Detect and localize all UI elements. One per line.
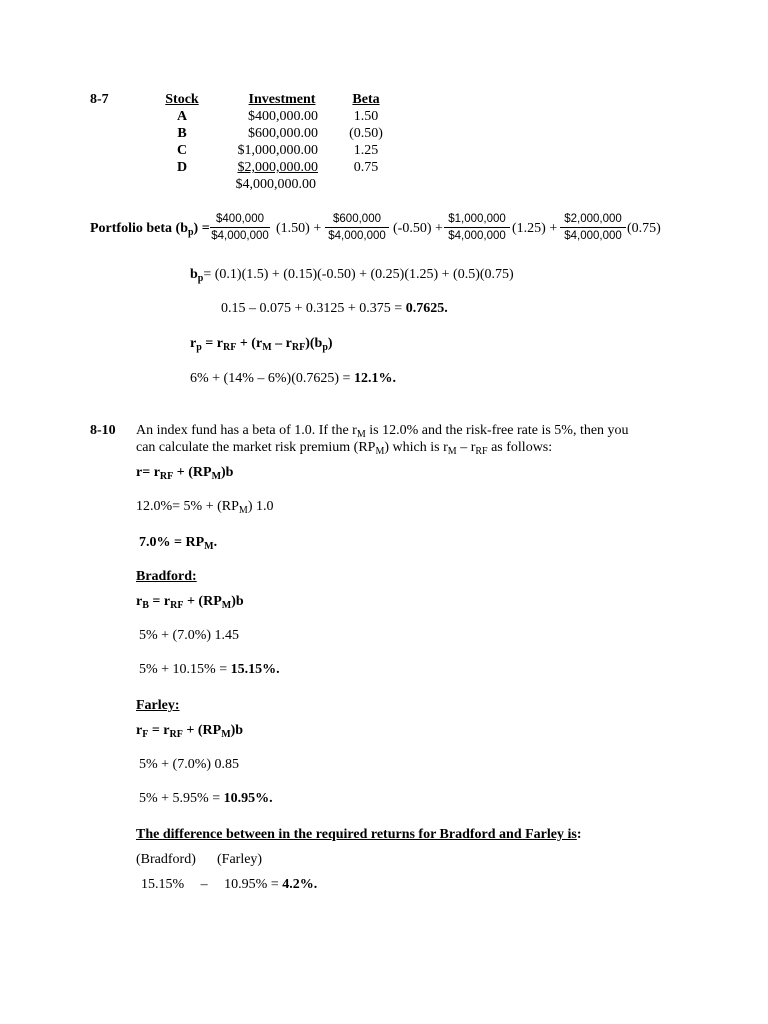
fraction-denominator: $4,000,000 (211, 230, 269, 242)
fraction-numerator: $400,000 (210, 212, 270, 228)
col-header-beta: Beta (352, 92, 380, 107)
intro-line-2: can calculate the market risk premium $(RP_M)$ which is $r_M - r_{RF}$ as follows: (136, 440, 553, 457)
fraction-numerator: $1,000,000 (444, 212, 510, 228)
fraction-c (444, 212, 510, 243)
fraction-multiplier: (-0.50) + (393, 221, 443, 236)
table-cell-beta: 0.75 (353, 160, 379, 175)
portfolio-beta-label: Portfolio beta $(b_p)$ = (90, 221, 210, 238)
bradford-formula: $r_B = r_{RF} + (RP_M)b$ (136, 594, 244, 611)
farley-formula: $r_F = r_{RF} + (RP_M)b$ (136, 723, 244, 740)
bp-sum: 0.15 – 0.075 + 0.3125 + 0.375 = 0.7625. (221, 301, 448, 316)
table-cell-beta: 1.25 (353, 143, 379, 158)
market-premium-equation: $12.0\%= 5\% + (RP_M)$ 1.0 (136, 499, 274, 516)
fraction-multiplier: (0.75) (627, 221, 661, 236)
market-premium-result: $7.0\% = RP_M$. (139, 535, 218, 552)
farley-result: 5% + 5.95% = 10.95%. (139, 791, 273, 806)
fraction-b (325, 212, 389, 243)
table-cell-beta: (0.50) (349, 126, 383, 141)
table-cell-investment: $400,000.00 (248, 109, 318, 124)
problem-8-10-label: 8-10 (90, 423, 116, 438)
farley-heading: Farley: (136, 698, 180, 713)
table-cell-investment: $2,000,000.00 (237, 160, 318, 175)
farley-substitution: 5% + (7.0%) 0.85 (139, 757, 240, 772)
difference-heading: The difference between in the required returns for Bradford and Farley is: (136, 827, 582, 842)
table-cell-stock: A (176, 109, 188, 124)
fraction-denominator: $4,000,000 (448, 230, 506, 242)
problem-8-7-label: 8-7 (90, 92, 109, 107)
col-header-investment: Investment (248, 92, 316, 107)
table-cell-investment: $1,000,000.00 (237, 143, 318, 158)
bradford-heading: Bradford: (136, 569, 197, 584)
fraction-d (560, 212, 626, 243)
table-cell-investment: $600,000.00 (248, 126, 318, 141)
capm-formula: $r_p = r_{RF} + (r_M - r_{RF})(b_p)$ (190, 336, 333, 353)
difference-label-farley: (Farley) (217, 852, 263, 867)
fraction-denominator: $4,000,000 (328, 230, 386, 242)
difference-label-bradford: (Bradford) (136, 852, 196, 867)
difference-result: 15.15% – 10.95% = 4.2%. (141, 877, 318, 892)
required-return-formula: $r= r_{RF} + (RP_M)b$ (136, 465, 234, 482)
table-total-investment: $4,000,000.00 (235, 177, 316, 192)
col-header-stock: Stock (165, 92, 199, 107)
bradford-result: 5% + 10.15% = 15.15%. (139, 662, 280, 677)
fraction-denominator: $4,000,000 (564, 230, 622, 242)
intro-line-1: An index fund has a beta of 1.0. If the $r_M$ is 12.0% and the risk-free rate is 5%, then you (136, 423, 629, 440)
table-cell-stock: C (176, 143, 188, 158)
fraction-multiplier: (1.50) + (276, 221, 322, 236)
table-cell-stock: B (177, 126, 187, 141)
bradford-substitution: 5% + (7.0%) 1.45 (139, 628, 240, 643)
fraction-numerator: $2,000,000 (560, 212, 626, 228)
capm-computation: 6% + (14% – 6%)(0.7625) = 12.1%. (190, 371, 396, 386)
fraction-a (210, 212, 270, 243)
bp-expansion: $b_p= (0.1)(1.5) + (0.15)(-0.50) + (0.25)(1.25) + (0.5)(0.75)$ (190, 267, 514, 284)
table-cell-beta: 1.50 (353, 109, 379, 124)
fraction-multiplier: (1.25) + (512, 221, 558, 236)
table-cell-stock: D (176, 160, 188, 175)
fraction-numerator: $600,000 (325, 212, 389, 228)
